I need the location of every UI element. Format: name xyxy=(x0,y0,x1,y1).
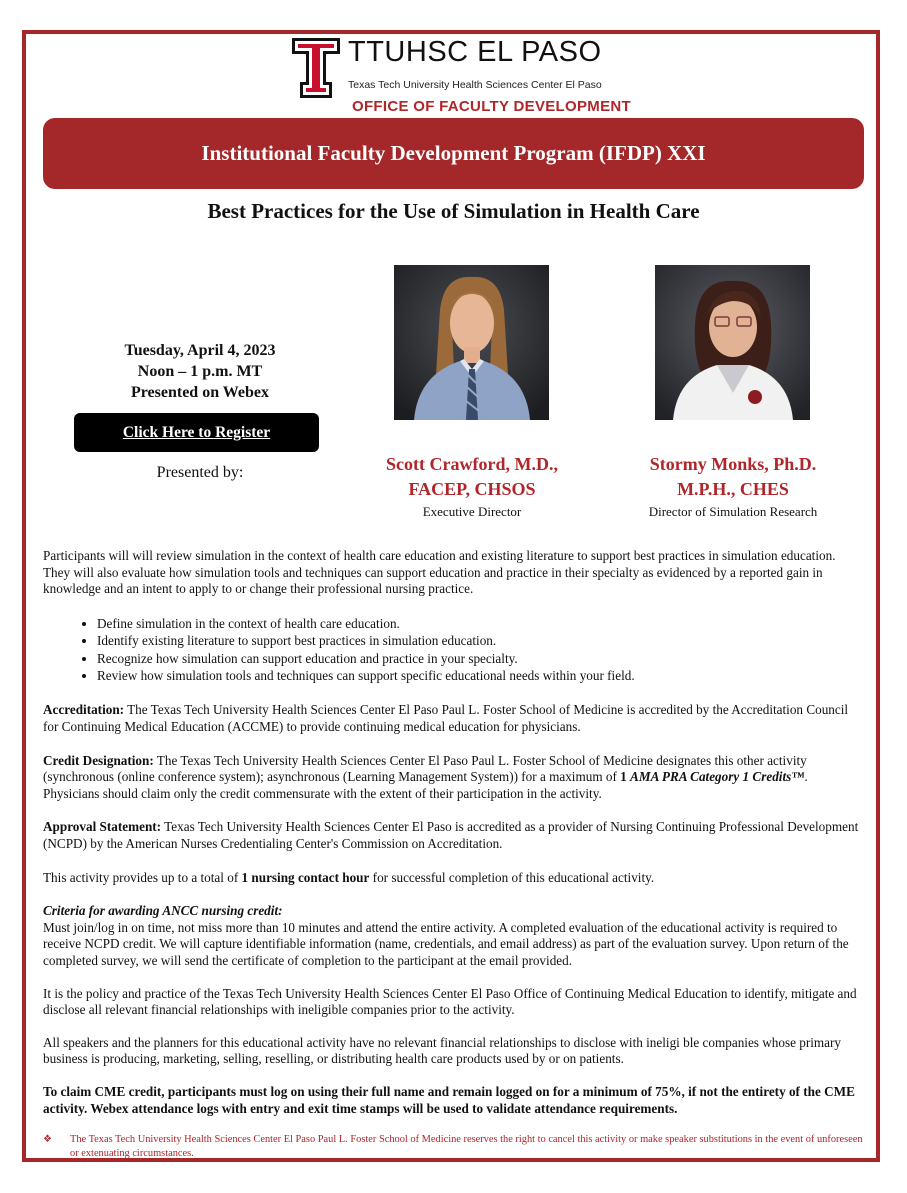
register-button[interactable]: Click Here to Register xyxy=(74,413,319,452)
disclosure-paragraph: All speakers and the planners for this educational activity have no relevant financial relationships to disclose with ineligi ble companies whose primary business is producing, marketing, selling, reselling, or distributing health care products used by or on patients. xyxy=(43,1034,841,1067)
list-item: • Recognize how simulation can support education and practice in your specialty. xyxy=(97,650,865,667)
speaker-name-line2: FACEP, CHSOS xyxy=(408,479,536,499)
diamond-bullet-icon: ❖ xyxy=(43,1134,52,1145)
intro-paragraph: Participants will will review simulation in the context of health care education and existing literature to support best practices in simulation education. They will also evaluate how simulation tools and techniques can support education and practice in their specialty as evidenced by a reported gain in knowledge and an intent to apply to or change their professional nursing practice. xyxy=(43,548,836,597)
list-item: • Define simulation in the context of health care education. xyxy=(97,615,865,632)
nursing-hours-text: This activity provides up to a total of xyxy=(43,869,242,885)
double-t-logo-icon xyxy=(292,38,340,98)
nursing-hours-text-end: for successful completion of this educational activity. xyxy=(369,869,655,885)
speaker-crawford xyxy=(347,452,597,520)
accreditation-text: The Texas Tech University Health Sciences Center El Paso Paul L. Foster School of Medicine is accredited by the Accreditation Council for Continuing Medical Education (ACCME) to provide continuing medical education for physicians. xyxy=(43,702,849,734)
session-title: Best Practices for the Use of Simulation in Health Care xyxy=(207,199,700,223)
approval-paragraph xyxy=(43,819,865,852)
credit-text-end: . Physicians should claim only the credit commensurate with the extent of their participation in the activity. xyxy=(43,769,808,801)
objectives-list xyxy=(43,615,865,685)
event-date: Tuesday, April 4, 2023 xyxy=(124,342,276,359)
office-name: OFFICE OF FACULTY DEVELOPMENT xyxy=(352,98,631,115)
accreditation-label: Accreditation: xyxy=(43,702,125,718)
approval-label: Approval Statement: xyxy=(43,819,162,835)
list-item: • Identify existing literature to support best practices in simulation education. xyxy=(97,632,865,649)
cme-claim-paragraph: To claim CME credit, participants must log on using their full name and remain logged on for a minimum of 75%, if not the entirety of the CME activity. Webex attendance logs with entry and exit time stamps will be used to validate attendance requirements. xyxy=(43,1083,855,1116)
disclaimer-text: The Texas Tech University Health Sciences Center El Paso Paul L. Foster School of Medicine reserves the right to cancel this activity or make speaker substitutions in the event of unforeseen or extenuating circumstances. xyxy=(70,1134,863,1159)
logo-subtitle: Texas Tech University Health Sciences Center El Paso xyxy=(348,79,602,91)
list-item: • Review how simulation tools and techniques can support specific educational needs within your field. xyxy=(97,667,865,684)
speaker-name-line1: Scott Crawford, M.D., xyxy=(386,454,558,474)
speaker-photo-crawford xyxy=(394,265,549,420)
speaker-name-line1: Stormy Monks, Ph.D. xyxy=(649,454,817,474)
event-time: Noon – 1 p.m. MT xyxy=(137,363,263,380)
nursing-hours-paragraph xyxy=(43,870,865,887)
logo-name: TTUHSC EL PASO xyxy=(348,36,602,68)
event-info xyxy=(80,340,320,403)
credit-text: The Texas Tech University Health Sciences Center El Paso Paul L. Foster School of Medicine designates this other activity (synchronous (online conference system); asynchronous (Learning Management System)) for a maximum of xyxy=(43,752,807,785)
criteria-paragraph xyxy=(43,903,865,969)
program-banner: Institutional Faculty Development Program (IFDP) XXI xyxy=(43,118,864,189)
accreditation-paragraph xyxy=(43,702,865,735)
approval-text: Texas Tech University Health Sciences Center El Paso is accredited as a provider of Nursing Continuing Professional Development (NCPD) by the American Nurses Credentialing Center's Commission on Accreditation. xyxy=(43,819,859,851)
criteria-heading: Criteria for awarding ANCC nursing credit: xyxy=(43,903,283,919)
speaker-photo-monks xyxy=(655,265,810,420)
credit-amount: 1 xyxy=(620,769,631,785)
credit-paragraph xyxy=(43,753,865,803)
policy-paragraph: It is the policy and practice of the Texas Tech University Health Sciences Center El Paso Office of Continuing Medical Education to identify, mitigate and disclose all relevant financial relationships with ineligible companies prior to the activity. xyxy=(43,985,857,1018)
credit-category: AMA PRA Category 1 Credits™ xyxy=(630,769,805,785)
speaker-title: Executive Director xyxy=(422,504,522,519)
speaker-name-line2: M.P.H., CHES xyxy=(677,479,789,499)
disclaimer xyxy=(43,1133,863,1160)
event-venue: Presented on Webex xyxy=(130,384,270,401)
ttuhsc-logo xyxy=(292,36,631,118)
speaker-monks xyxy=(608,452,858,520)
criteria-text: Must join/log in on time, not miss more than 10 minutes and attend the entire activity. A completed evaluation of the educational activity is required to receive NCPD credit. We will capture identifiable information (name, credentials, and email address) as part of the evaluation survey. Upon return of the completed survey, we will send the certificate of completion to the participant at the email provided. xyxy=(43,919,849,968)
nursing-hours-amount: 1 nursing contact hour xyxy=(241,869,370,885)
presented-by-label: Presented by: xyxy=(156,464,244,481)
credit-label: Credit Designation: xyxy=(43,752,154,768)
speaker-title: Director of Simulation Research xyxy=(648,504,818,519)
content xyxy=(43,548,865,1117)
